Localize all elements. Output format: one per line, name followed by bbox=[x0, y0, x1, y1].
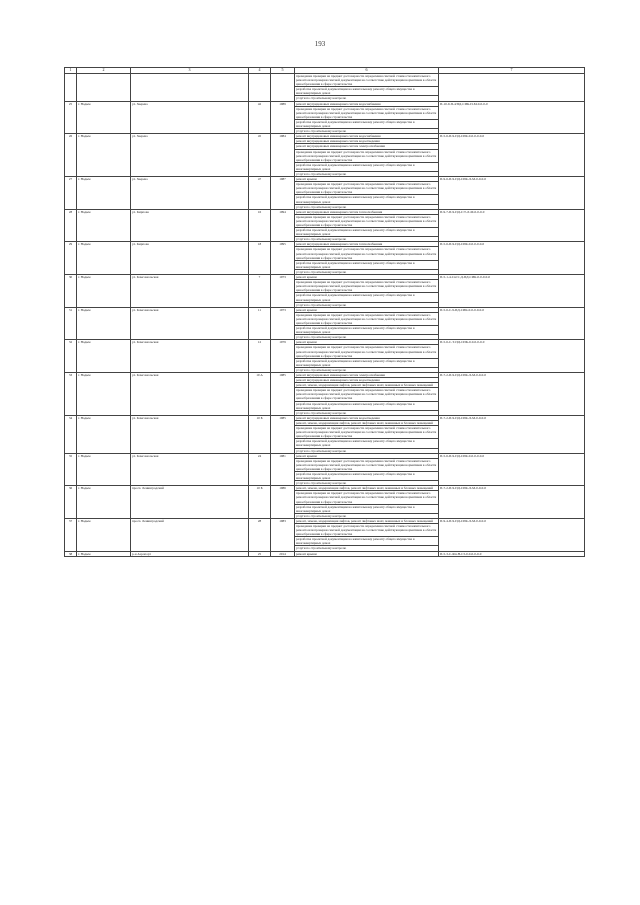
row-code: П-5-6-П-9-ПД-СИК-0-0-0-0-0-0 bbox=[439, 453, 585, 486]
row-code: П-5-6-С-Т-ПД-СИК-0-0-0-0-0-0 bbox=[439, 340, 585, 373]
row-work-type: проведение проверки на предмет достоверности определения сметной стоимости капитального ремонта или проверки сметной документации на соответствие действующим нормативам в области ценообразования в сфере строительства bbox=[295, 74, 439, 87]
row-work-type: услуги по строительному контролю bbox=[295, 237, 439, 242]
row-city: г. Надым bbox=[77, 101, 131, 134]
row-work-type: ремонт, замена, модернизация лифтов, ремонт лифтовых шахт, машинных и блочных помещений bbox=[295, 383, 439, 388]
row-street: ул. Зверева bbox=[131, 134, 249, 177]
row-work-type: проведение проверки на предмет достоверности определения сметной стоимости капитального ремонта или проверки сметной документации на соответствие действующим нормативам в области ценообразования в сфере строительства bbox=[295, 149, 439, 162]
row-work-type: ремонт крыши bbox=[295, 551, 439, 556]
header-cell: 5 bbox=[271, 68, 295, 74]
row-street: р-н Аэропорт bbox=[131, 551, 249, 556]
row-work-type: разработка проектной документации на капитальному ремонту общего имущества в многоквартирных домах bbox=[295, 195, 439, 204]
row-street: ул. Зверева bbox=[131, 101, 249, 134]
row-year: 1985 bbox=[271, 373, 295, 416]
row-work-type: ремонт внутридомовых инженерных систем теплоснабжения bbox=[295, 242, 439, 247]
row-work-type: разработка проектной документации на капитальному ремонту общего имущества в многоквартирных домах bbox=[295, 162, 439, 171]
row-code: П-9-4-П-9-ПД-СИК-Л-М-0-0-0-0 bbox=[439, 518, 585, 551]
row-work-type: проведение проверки на предмет достоверности определения сметной стоимости капитального ремонта или проверки сметной документации на соответствие действующим нормативам в области ценообразования в сфере строительства bbox=[295, 214, 439, 227]
row-street: ул. Комсомольская bbox=[131, 340, 249, 373]
header-cell: 3 bbox=[131, 68, 249, 74]
row-house-number: 16 bbox=[249, 209, 271, 242]
row-work-type: проведение проверки на предмет достоверности определения сметной стоимости капитального ремонта или проверки сметной документации на соответствие действующим нормативам в области ценообразования в сфере строительства bbox=[295, 247, 439, 260]
row-work-type: ремонт, замена, модернизация лифтов, ремонт лифтовых шахт, машинных и блочных помещений bbox=[295, 486, 439, 491]
row-city: г. Надым bbox=[77, 307, 131, 340]
row-work-type: проведение проверки на предмет достоверности определения сметной стоимости капитального ремонта или проверки сметной документации на соответствие действующим нормативам в области ценообразования в сфере строительства bbox=[295, 280, 439, 293]
row-number: 33 bbox=[65, 373, 77, 416]
row-year bbox=[271, 74, 295, 102]
row-work-type: услуги по строительному контролю bbox=[295, 96, 439, 101]
row-work-type: разработка проектной документации на капитальному ремонту общего имущества в многоквартирных домах bbox=[295, 87, 439, 96]
row-code: П-5-1-4-С4/ст-Д-ПД-СИК-0-0-0-0-0 bbox=[439, 275, 585, 308]
row-number: 25 bbox=[65, 101, 77, 134]
row-work-type: проведение проверки на предмет достоверности определения сметной стоимости капитального ремонта или проверки сметной документации на соответствие действующим нормативам в области ценообразования в сфере строительства bbox=[295, 106, 439, 119]
table-row bbox=[65, 373, 585, 378]
row-street: ул. Комсомольская bbox=[131, 307, 249, 340]
row-work-type: проведение проверки на предмет достоверности определения сметной стоимости капитального ремонта или проверки сметной документации на соответствие действующим нормативам в области ценообразования в сфере строительства bbox=[295, 388, 439, 401]
row-year: 1981 bbox=[271, 453, 295, 486]
table-row bbox=[65, 518, 585, 523]
table-row bbox=[65, 551, 585, 556]
header-cell: 4 bbox=[249, 68, 271, 74]
row-code: П-7-2-П-9-ПД-СИК-Л-М-0-0-0-0 bbox=[439, 486, 585, 519]
table-row bbox=[65, 242, 585, 247]
row-street: ул. Кирпова bbox=[131, 242, 249, 275]
row-number: 28 bbox=[65, 209, 77, 242]
row-work-type: услуги по строительному контролю bbox=[295, 513, 439, 518]
row-work-type: ремонт крыши bbox=[295, 340, 439, 345]
row-code: П-7-2-П-9-ПД-СИК-Л-М-0-0-0-0 bbox=[439, 415, 585, 453]
row-number: 30 bbox=[65, 275, 77, 308]
row-street: ул. Комсомольская bbox=[131, 373, 249, 416]
row-year: 1985 bbox=[271, 415, 295, 453]
row-year: 1986 bbox=[271, 486, 295, 519]
row-work-type: разработка проектной документации на капитальному ремонту общего имущества в многоквартирных домах bbox=[295, 293, 439, 302]
row-number bbox=[65, 74, 77, 102]
row-work-type: услуги по строительному контролю bbox=[295, 204, 439, 209]
row-house-number: 45 bbox=[249, 134, 271, 177]
row-work-type: проведение проверки на предмет достоверности определения сметной стоимости капитального ремонта или проверки сметной документации на соответствие действующим нормативам в области ценообразования в сфере строительства bbox=[295, 458, 439, 471]
row-city: г. Надым bbox=[77, 373, 131, 416]
row-code: П-5-6-С-9-ПД-СИК-0-0-0-0-0-0 bbox=[439, 307, 585, 340]
row-code bbox=[439, 74, 585, 102]
row-work-type: ремонт внутридомовых инженерных систем водоснабжения bbox=[295, 134, 439, 139]
row-work-type: ремонт крыши bbox=[295, 177, 439, 182]
row-year: 1983 bbox=[271, 518, 295, 551]
row-work-type: проведение проверки на предмет достоверности определения сметной стоимости капитального ремонта или проверки сметной документации на соответствие действующим нормативам в области ценообразования в сфере строительства bbox=[295, 345, 439, 358]
row-year: 1987 bbox=[271, 177, 295, 210]
row-number: 27 bbox=[65, 177, 77, 210]
row-house-number: 18 bbox=[249, 242, 271, 275]
row-work-type: разработка проектной документации на капитальному ремонту общего имущества в многоквартирных домах bbox=[295, 260, 439, 269]
row-work-type: разработка проектной документации на капитальному ремонту общего имущества в многоквартирных домах bbox=[295, 504, 439, 513]
row-code: П-9-6-П-9-ПД-СИК-Л-М-0-0-0-0 bbox=[439, 177, 585, 210]
row-street: ул. Зверева bbox=[131, 177, 249, 210]
row-house-number: 25 bbox=[249, 551, 271, 556]
row-number: 26 bbox=[65, 134, 77, 177]
row-city: г. Надым bbox=[77, 134, 131, 177]
row-year: 1989 bbox=[271, 101, 295, 134]
row-city: г. Надым bbox=[77, 340, 131, 373]
table-row bbox=[65, 209, 585, 214]
row-house-number: 12 bbox=[249, 340, 271, 373]
row-work-type: разработка проектной документации на капитальному ремонту общего имущества в многоквартирных домах bbox=[295, 228, 439, 237]
row-work-type: услуги по строительному контролю bbox=[295, 410, 439, 415]
row-work-type: разработка проектной документации на капитальному ремонту общего имущества в многоквартирных домах bbox=[295, 358, 439, 367]
row-work-type: проведение проверки на предмет достоверности определения сметной стоимости капитального ремонта или проверки сметной документации на соответствие действующим нормативам в области ценообразования в сфере строительства bbox=[295, 312, 439, 325]
row-code: П-9-7-П-9-ПД-С/Т-Л-М-0-0-0-0 bbox=[439, 209, 585, 242]
row-city: г. Надым bbox=[77, 551, 131, 556]
header-cell: 1 bbox=[65, 68, 77, 74]
row-work-type: услуги по строительному контролю bbox=[295, 335, 439, 340]
row-work-type: услуги по строительному контролю bbox=[295, 302, 439, 307]
row-house-number: 28 bbox=[249, 518, 271, 551]
row-work-type: ремонт внутридомовых инженерных систем электроснабжения bbox=[295, 373, 439, 378]
row-house-number: 10 Б bbox=[249, 486, 271, 519]
row-work-type: ремонт крыши bbox=[295, 453, 439, 458]
document-table bbox=[64, 67, 585, 557]
row-work-type: разработка проектной документации на капитальному ремонту общего имущества в многоквартирных домах bbox=[295, 326, 439, 335]
row-work-type: ремонт внутридомовых инженерных систем теплоснабжения bbox=[295, 209, 439, 214]
row-work-type: проведение проверки на предмет достоверности определения сметной стоимости капитального ремонта или проверки сметной документации на соответствие действующим нормативам в области ценообразования в сфере строительства bbox=[295, 426, 439, 439]
row-work-type: ремонт крыши bbox=[295, 307, 439, 312]
row-year: 1994 bbox=[271, 209, 295, 242]
row-work-type: разработка проектной документации на капитальному ремонту общего имущества в многоквартирных домах bbox=[295, 471, 439, 480]
table-row bbox=[65, 101, 585, 106]
row-city: г. Надым bbox=[77, 275, 131, 308]
row-city: г. Надым bbox=[77, 415, 131, 453]
row-work-type: ремонт внутридомовых инженерных систем водоотведения bbox=[295, 139, 439, 144]
row-work-type: услуги по строительному контролю bbox=[295, 171, 439, 176]
table-row bbox=[65, 134, 585, 139]
row-street: просп. Ленинградский bbox=[131, 486, 249, 519]
row-code: П-5-3-С-Ф4-Н-С3-0-0-0-0-0-0 bbox=[439, 551, 585, 556]
row-work-type: ремонт, замена, модернизация лифтов, ремонт лифтовых шахт, машинных и блочных помещений bbox=[295, 420, 439, 425]
header-cell: 6 bbox=[295, 68, 439, 74]
row-number: 32 bbox=[65, 340, 77, 373]
table-row bbox=[65, 415, 585, 420]
row-house-number bbox=[249, 74, 271, 102]
row-house-number: 47 bbox=[249, 177, 271, 210]
row-house-number: 11 bbox=[249, 307, 271, 340]
row-house-number: 7 bbox=[249, 275, 271, 308]
row-city: г. Надым bbox=[77, 486, 131, 519]
row-street: просп. Ленинградский bbox=[131, 518, 249, 551]
row-work-type: ремонт внутридомовых инженерных систем водоотведения bbox=[295, 378, 439, 383]
row-work-type: ремонт, замена, модернизация лифтов, ремонт лифтовых шахт, машинных и блочных помещений bbox=[295, 518, 439, 523]
row-year: 1984 bbox=[271, 134, 295, 177]
row-work-type: услуги по строительному контролю bbox=[295, 367, 439, 372]
row-street: ул. Комсомольская bbox=[131, 415, 249, 453]
row-work-type: проведение проверки на предмет достоверности определения сметной стоимости капитального ремонта или проверки сметной документации на соответствие действующим нормативам в области ценообразования в сфере строительства bbox=[295, 182, 439, 195]
row-work-type: услуги по строительному контролю bbox=[295, 448, 439, 453]
row-city: г. Надым bbox=[77, 209, 131, 242]
row-work-type: ремонт внутридомовых инженерных систем водоснабжения bbox=[295, 101, 439, 106]
table-row bbox=[65, 486, 585, 491]
row-number: 38 bbox=[65, 551, 77, 556]
row-work-type: ремонт крыши bbox=[295, 275, 439, 280]
row-year: 1979 bbox=[271, 340, 295, 373]
row-work-type: услуги по строительному контролю bbox=[295, 481, 439, 486]
row-house-number: 10 А bbox=[249, 373, 271, 416]
row-code: П-5-6-П-9-ПД-СИК-0-0-0-0-0-0 bbox=[439, 134, 585, 177]
row-street: ул. Кирпова bbox=[131, 209, 249, 242]
row-code: П-5-6-П-9-ПД-СИК-0-0-0-0-0-0 bbox=[439, 242, 585, 275]
row-code: П-7-2-П-9-ПД-СИК-Л-М-0-0-0-0 bbox=[439, 373, 585, 416]
row-number: 31 bbox=[65, 307, 77, 340]
row-city: г. Надым bbox=[77, 242, 131, 275]
row-year: 1973 bbox=[271, 307, 295, 340]
header-cell: 7 bbox=[439, 68, 585, 74]
row-work-type: проведение проверки на предмет достоверности определения сметной стоимости капитального ремонта или проверки сметной документации на соответствие действующим нормативам в области ценообразования в сфере строительства bbox=[295, 491, 439, 504]
row-number: 37 bbox=[65, 518, 77, 551]
row-city bbox=[77, 74, 131, 102]
row-work-type: разработка проектной документации на капитальному ремонту общего имущества в многоквартирных домах bbox=[295, 401, 439, 410]
row-work-type: ремонт внутридомовых инженерных систем электроснабжения bbox=[295, 144, 439, 149]
row-year: 1973 bbox=[271, 275, 295, 308]
row-work-type: ремонт внутридомовых инженерных систем водоотведения bbox=[295, 415, 439, 420]
row-house-number: 10 Б bbox=[249, 415, 271, 453]
row-number: 36 bbox=[65, 486, 77, 519]
row-house-number: 42 bbox=[249, 101, 271, 134]
row-city: г. Надым bbox=[77, 177, 131, 210]
table-row bbox=[65, 74, 585, 87]
row-work-type: услуги по строительному контролю bbox=[295, 129, 439, 134]
row-number: 34 bbox=[65, 415, 77, 453]
row-house-number: 24 bbox=[249, 453, 271, 486]
row-code: П-10-9-П-4/ПД-СИК-П-М-0-0-0-0 bbox=[439, 101, 585, 134]
table-body bbox=[65, 74, 585, 557]
page-number: 193 bbox=[314, 40, 326, 48]
row-city: г. Надым bbox=[77, 453, 131, 486]
row-year: 1995 bbox=[271, 242, 295, 275]
row-work-type: разработка проектной документации на капитальному ремонту общего имущества в многоквартирных домах bbox=[295, 119, 439, 128]
row-work-type: услуги по строительному контролю bbox=[295, 269, 439, 274]
row-work-type: услуги по строительному контролю bbox=[295, 546, 439, 551]
row-number: 29 bbox=[65, 242, 77, 275]
row-work-type: разработка проектной документации на капитальному ремонту общего имущества в многоквартирных домах bbox=[295, 439, 439, 448]
row-work-type: проведение проверки на предмет достоверности определения сметной стоимости капитального ремонта или проверки сметной документации на соответствие действующим нормативам в области ценообразования в сфере строительства bbox=[295, 524, 439, 537]
row-city: г. Надым bbox=[77, 518, 131, 551]
row-street bbox=[131, 74, 249, 102]
row-street: ул. Комсомольская bbox=[131, 453, 249, 486]
row-street: ул. Комсомольская bbox=[131, 275, 249, 308]
header-cell: 2 bbox=[77, 68, 131, 74]
row-work-type: разработка проектной документации на капитальному ремонту общего имущества в многоквартирных домах bbox=[295, 537, 439, 546]
row-year: 2014 bbox=[271, 551, 295, 556]
row-number: 35 bbox=[65, 453, 77, 486]
